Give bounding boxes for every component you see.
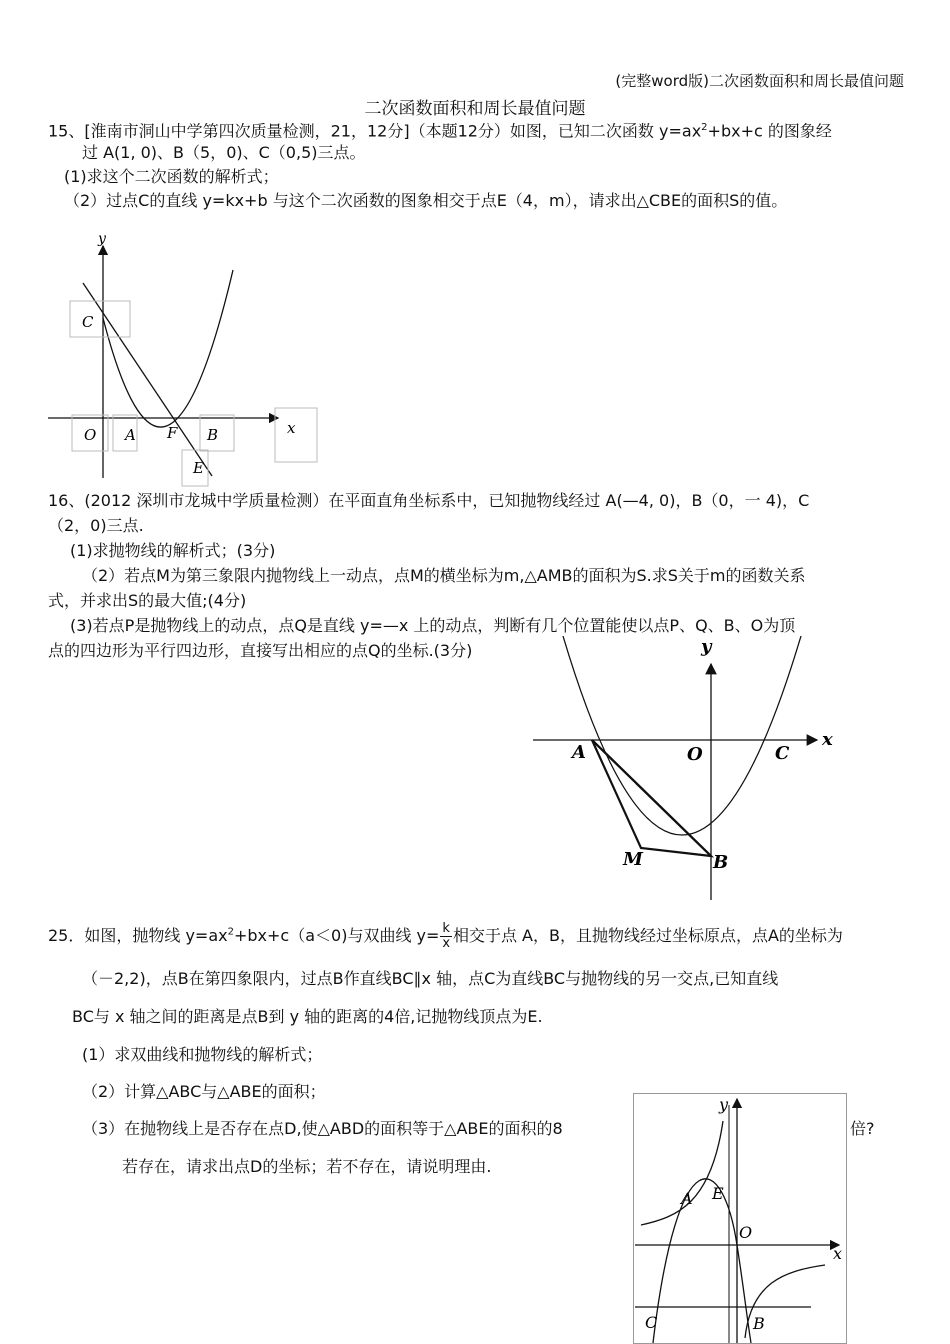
q25-hyperbola-left [641, 1121, 723, 1225]
q25-line3: BC与 x 轴之间的距离是点B到 y 轴的距离的4倍,记抛物线顶点为E. [72, 1007, 543, 1026]
q15-label-a: A [125, 426, 136, 444]
q25-label-x: x [833, 1244, 843, 1263]
q25-label-a: A [681, 1189, 693, 1208]
q25-line1: 25．如图，抛物线 $y=ax^2+bx+c(a<0)$与双曲线 y= $\frac{k}{x}$ 相交于点 A，B，且抛物线经过坐标原点，点A的坐标为 [48, 921, 843, 951]
q16-label-m: M [623, 849, 643, 870]
q16-line2: （2，0)三点. [48, 516, 144, 535]
q15-label-c: C [82, 313, 94, 331]
q15-line1: 15、[淮南市洞山中学第四次质量检测，21，12分]（本题12分）如图，已知二次函数 $y=ax^2+bx+c$ 的图象经 [48, 121, 832, 141]
q15-label-x: x [287, 419, 296, 437]
q25-part1: (1）求双曲线和抛物线的解析式； [82, 1045, 323, 1064]
q15-line2: 过 A(1, 0)、B（5，0)、C（0,5)三点。 [82, 143, 366, 162]
document-header: (完整word版)二次函数面积和周长最值问题 [615, 72, 904, 90]
q25-part3a: （3）在抛物线上是否存在点D,使△ABD的面积等于△ABE的面积的8 [82, 1119, 563, 1138]
q25-line2: （－2,2)，点B在第四象限内，过点B作直线BC∥x 轴，点C为直线BC与抛物线的另一交点,已知直线 [82, 969, 779, 988]
q25-fraction: $\frac{k}{x}$ [442, 921, 451, 951]
q15-label-y: y [98, 231, 106, 247]
q15-part1: (1)求这个二次函数的解析式； [64, 167, 279, 186]
q25-label-b: B [753, 1314, 765, 1333]
q15-label-o: O [84, 426, 97, 444]
q16-part2a: （2）若点M为第三象限内抛物线上一动点，点M的横坐标为m,△AMB的面积为S.求S关于m的函数关系 [82, 566, 806, 585]
q16-label-a: A [572, 742, 586, 763]
q25-label-y: y [719, 1095, 729, 1114]
q16-part2b: 式，并求出S的最大值;(4分) [48, 591, 247, 610]
q16-label-y: y [701, 636, 712, 657]
q15-label-e: E [193, 459, 204, 477]
q25-parabola [653, 1179, 751, 1343]
page-title: 二次函数面积和周长最值问题 [364, 99, 586, 119]
q25-part3-tail: 倍? [850, 1119, 875, 1138]
q15-label-f: F [167, 424, 178, 442]
q15-figure [40, 228, 330, 488]
q16-part3a: (3)若点P是抛物线上的动点，点Q是直线 y=—x 上的动点，判断有几个位置能使以点P、Q、B、O为顶 [70, 616, 796, 635]
q16-label-o: O [687, 744, 703, 765]
q25-figure [633, 1093, 848, 1344]
q15-label-b: B [207, 426, 219, 444]
q25-label-c: C [645, 1313, 658, 1332]
q16-part3b: 点的四边形为平行四边形，直接写出相应的点Q的坐标.(3分) [48, 641, 473, 660]
q25-part2: （2）计算△ABC与△ABE的面积； [82, 1082, 326, 1101]
q15-parabola [103, 270, 233, 427]
q16-parabola [563, 636, 801, 835]
q16-part1: (1)求抛物线的解析式；(3分) [70, 541, 276, 560]
q25-part3b: 若存在，请求出点D的坐标；若不存在，请说明理由. [122, 1157, 492, 1176]
q25-label-o: O [739, 1223, 753, 1242]
q16-label-x: x [822, 729, 833, 750]
q15-part2: （2）过点C的直线 y=kx+b 与这个二次函数的图象相交于点E（4，m），请求出△CBE的面积S的值。 [64, 191, 788, 210]
q16-label-c: C [775, 743, 790, 764]
q25-label-e: E [712, 1184, 724, 1203]
q16-figure [525, 632, 845, 902]
q16-label-b: B [713, 852, 729, 873]
q16-line1: 16、(2012 深圳市龙城中学质量检测）在平面直角坐标系中，已知抛物线经过 A(—4, 0)，B（0，一 4)，C [48, 491, 810, 510]
